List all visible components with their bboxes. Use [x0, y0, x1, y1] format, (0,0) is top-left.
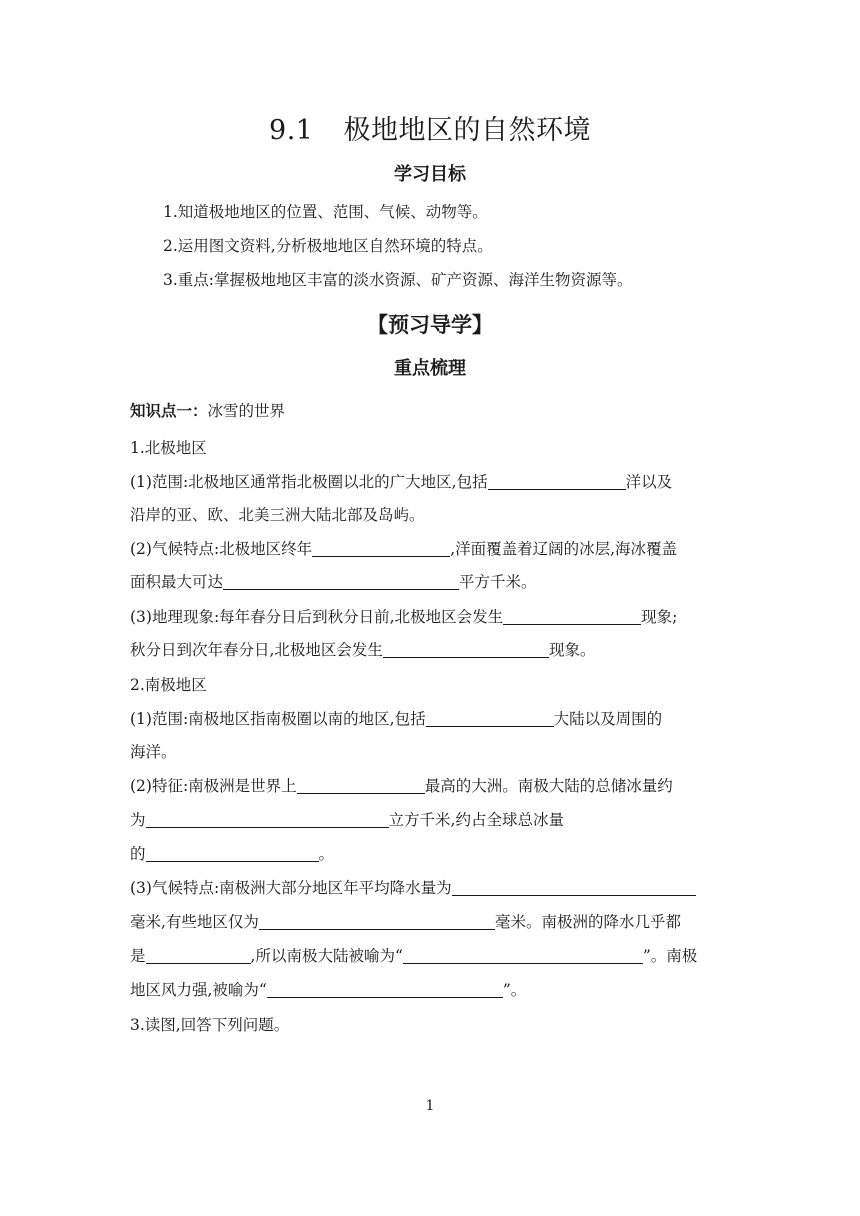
arctic-climate-text-c: 面积最大可达: [130, 573, 224, 591]
antarctic-feat-text-d: 立方千米,约占全球总冰量: [388, 811, 564, 829]
page-number: 1: [425, 1098, 435, 1114]
blank-ice-volume[interactable]: [146, 809, 389, 828]
antarctic-clim-text-a: (3)气候特点:南极洲大部分地区年平均降水量为: [130, 879, 452, 897]
arctic-climate-text-d: 平方千米。: [459, 573, 537, 591]
arctic-phenomenon-line: [130, 605, 677, 629]
arctic-climate-text-b: ,洋面覆盖着辽阔的冰层,海冰覆盖: [450, 540, 678, 558]
antarctic-feature-line: [130, 774, 673, 798]
antarctic-climate-line-2: [130, 910, 681, 934]
page-title: [0, 108, 860, 147]
blank-ice-share[interactable]: [146, 843, 319, 862]
question-3: 3.读图,回答下列问题。: [130, 1016, 290, 1034]
blank-polar-day[interactable]: [503, 606, 641, 625]
antarctic-feat-text-c: 为: [130, 811, 146, 829]
goal-item-1: 1.知道极地地区的位置、范围、气候、动物等。: [163, 203, 488, 221]
goals-heading: 学习目标: [394, 164, 466, 185]
arctic-range-text-b: 洋以及: [625, 473, 673, 491]
blank-polar-night[interactable]: [383, 639, 549, 658]
blank-min-precipitation[interactable]: [259, 911, 495, 930]
section-number: 9.1: [269, 115, 314, 146]
antarctic-range-text-b: 大陆以及周围的: [553, 710, 663, 728]
antarctic-clim-text-h: ”。: [502, 981, 527, 999]
arctic-phen-text-d: 现象。: [548, 641, 596, 659]
antarctic-feature-line-2: [130, 808, 564, 832]
antarctic-feature-line-3: [130, 842, 334, 866]
antarctic-feat-text-b: 最高的大洲。南极大陆的总储冰量约: [424, 777, 673, 795]
blank-avg-precipitation[interactable]: [452, 877, 696, 896]
antarctic-clim-text-f: ”。南极: [642, 947, 698, 965]
antarctic-range-line-2: 海洋。: [130, 743, 177, 761]
antarctic-range-text-a: (1)范围:南极地区指南极圈以南的地区,包括: [130, 710, 426, 728]
section-heading: 【预习导学】: [367, 313, 493, 337]
antarctic-clim-text-e: ,所以南极大陆被喻为“: [250, 947, 403, 965]
arctic-phen-text-b: 现象;: [641, 608, 678, 626]
antarctic-clim-text-b: 毫米,有些地区仅为: [130, 913, 259, 931]
arctic-range-text-a: (1)范围:北极地区通常指北极圈以北的广大地区,包括: [130, 473, 488, 491]
antarctic-range-line: [130, 707, 662, 731]
blank-arctic-ocean[interactable]: [488, 471, 626, 490]
arctic-climate-line: [130, 537, 677, 561]
blank-average-altitude[interactable]: [297, 775, 425, 794]
antarctic-clim-text-g: 地区风力强,被喻为“: [130, 981, 267, 999]
blank-snowfall[interactable]: [146, 945, 251, 964]
arctic-heading: 1.北极地区: [130, 439, 207, 457]
knowledge-point-label: 知识点一：: [130, 402, 208, 420]
antarctic-feat-text-e: 的: [130, 845, 146, 863]
subheading: 重点梳理: [394, 358, 466, 379]
blank-white-desert[interactable]: [403, 945, 643, 964]
title-text: 极地地区的自然环境: [343, 115, 591, 146]
antarctic-clim-text-d: 是: [130, 947, 146, 965]
antarctic-heading: 2.南极地区: [130, 676, 207, 694]
blank-arctic-climate[interactable]: [312, 538, 450, 557]
arctic-range-line-2: 沿岸的亚、欧、北美三洲大陆北部及岛屿。: [130, 506, 425, 524]
antarctic-feat-text-f: 。: [318, 845, 335, 863]
goal-item-3: 3.重点:掌握极地地区丰富的淡水资源、矿产资源、海洋生物资源等。: [163, 271, 633, 289]
arctic-range-line: [130, 470, 672, 494]
antarctic-feat-text-a: (2)特征:南极洲是世界上: [130, 777, 297, 795]
blank-antarctica[interactable]: [426, 708, 554, 727]
arctic-climate-text-a: (2)气候特点:北极地区终年: [130, 540, 313, 558]
blank-sea-ice-area[interactable]: [223, 571, 459, 590]
arctic-phen-text-a: (3)地理现象:每年春分日后到秋分日前,北极地区会发生: [130, 608, 504, 626]
arctic-phen-text-c: 秋分日到次年春分日,北极地区会发生: [130, 641, 383, 659]
blank-wind-pole[interactable]: [267, 979, 503, 998]
antarctic-climate-line-3: [130, 944, 697, 968]
arctic-phenomenon-line-2: [130, 638, 595, 662]
goal-item-2: 2.运用图文资料,分析极地地区自然环境的特点。: [163, 237, 493, 255]
antarctic-climate-line-4: [130, 978, 526, 1002]
antarctic-climate-line: [130, 876, 696, 900]
knowledge-point-line: [130, 399, 285, 423]
antarctic-clim-text-c: 毫米。南极洲的降水几乎都: [494, 913, 681, 931]
knowledge-point-topic: 冰雪的世界: [207, 402, 286, 420]
arctic-climate-line-2: [130, 570, 537, 594]
